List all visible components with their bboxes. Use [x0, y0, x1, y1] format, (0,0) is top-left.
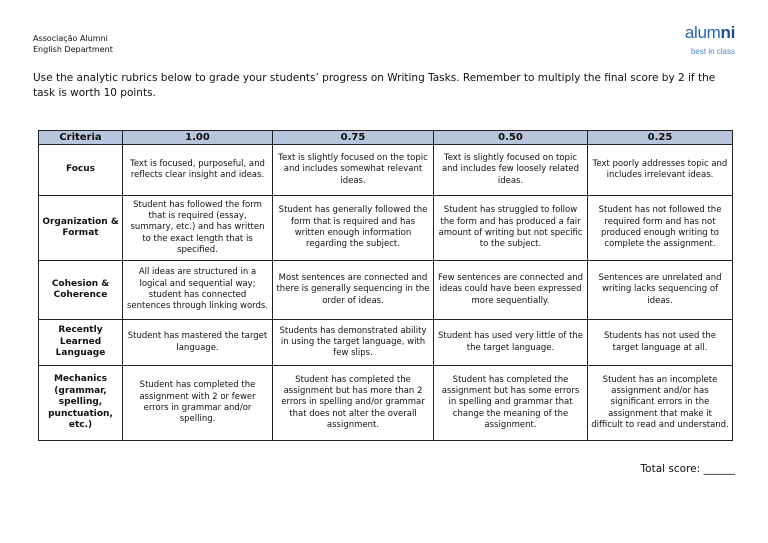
- header-criteria: Criteria: [39, 131, 123, 145]
- criteria-cell: Recently Learned Language: [39, 320, 123, 366]
- logo-wordmark: [685, 24, 735, 42]
- instructions-text: Use the analytic rubrics below to grade your students’ progress on Writing Tasks. Remember to multiply the final score by 2 if the task is worth 10 points.: [33, 72, 716, 99]
- descriptor-cell: Text is focused, purposeful, and reflects clear insight and ideas.: [123, 145, 273, 196]
- descriptor-cell: Student has not followed the required form and has not produced enough writing to complete the assignment.: [588, 196, 733, 261]
- descriptor-cell: Text is slightly focused on the topic and includes somewhat relevant ideas.: [273, 145, 434, 196]
- descriptor-cell: Students has not used the target language at all.: [588, 320, 733, 366]
- table-row: [39, 196, 733, 261]
- table-row: [39, 366, 733, 441]
- descriptor-cell: Student has followed the form that is required (essay, summary, etc.) and has written to the exact length that is specified.: [123, 196, 273, 261]
- descriptor-cell: Student has generally followed the form that is required and has written enough information regarding the subject.: [273, 196, 434, 261]
- criteria-cell: Mechanics (grammar, spelling, punctuation, etc.): [39, 366, 123, 441]
- criteria-cell: Organization & Format: [39, 196, 123, 261]
- descriptor-cell: Text poorly addresses topic and includes irrelevant ideas.: [588, 145, 733, 196]
- descriptor-cell: Students has demonstrated ability in using the target language, with few slips.: [273, 320, 434, 366]
- org-name: Associação Alumni: [33, 34, 108, 43]
- table-row: [39, 320, 733, 366]
- total-score-line: Total score: ______: [640, 463, 735, 475]
- rubric-table: [38, 130, 733, 441]
- descriptor-cell: Most sentences are connected and there is generally sequencing in the order of ideas.: [273, 261, 434, 320]
- descriptor-cell: Student has an incomplete assignment and/or has significant errors in the assignment that make it difficult to read and understand.: [588, 366, 733, 441]
- logo-text-plain: alum: [684, 23, 721, 42]
- descriptor-cell: All ideas are structured in a logical and sequential way; student has connected sentences through linking words.: [123, 261, 273, 320]
- header-score-1-00: 1.00: [123, 131, 273, 145]
- criteria-cell: Cohesion & Coherence: [39, 261, 123, 320]
- table-row: [39, 145, 733, 196]
- descriptor-cell: Sentences are unrelated and writing lacks sequencing of ideas.: [588, 261, 733, 320]
- descriptor-cell: Student has completed the assignment but has some errors in spelling and grammar that change the meaning of the assignment.: [434, 366, 588, 441]
- criteria-cell: Focus: [39, 145, 123, 196]
- header-score-0-50: 0.50: [434, 131, 588, 145]
- descriptor-cell: Student has struggled to follow the form and has produced a fair amount of writing but not specific to the subject.: [434, 196, 588, 261]
- descriptor-cell: Few sentences are connected and ideas could have been expressed more sequentially.: [434, 261, 588, 320]
- logo-text-bold: ni: [720, 23, 735, 42]
- logo-tagline: best in class: [690, 47, 735, 56]
- department-name: English Department: [33, 45, 113, 54]
- descriptor-cell: Student has mastered the target language.: [123, 320, 273, 366]
- table-header-row: [39, 131, 733, 145]
- descriptor-cell: Student has used very little of the the target language.: [434, 320, 588, 366]
- descriptor-cell: Student has completed the assignment with 2 or fewer errors in grammar and/or spelling.: [123, 366, 273, 441]
- header-score-0-75: 0.75: [273, 131, 434, 145]
- header-score-0-25: 0.25: [588, 131, 733, 145]
- descriptor-cell: Text is slightly focused on topic and includes few loosely related ideas.: [434, 145, 588, 196]
- organization-header: [33, 33, 113, 55]
- descriptor-cell: Student has completed the assignment but has more than 2 errors in spelling and/or grammar that does not alter the overall assignment.: [273, 366, 434, 441]
- table-row: [39, 261, 733, 320]
- alumni-logo: [685, 24, 735, 57]
